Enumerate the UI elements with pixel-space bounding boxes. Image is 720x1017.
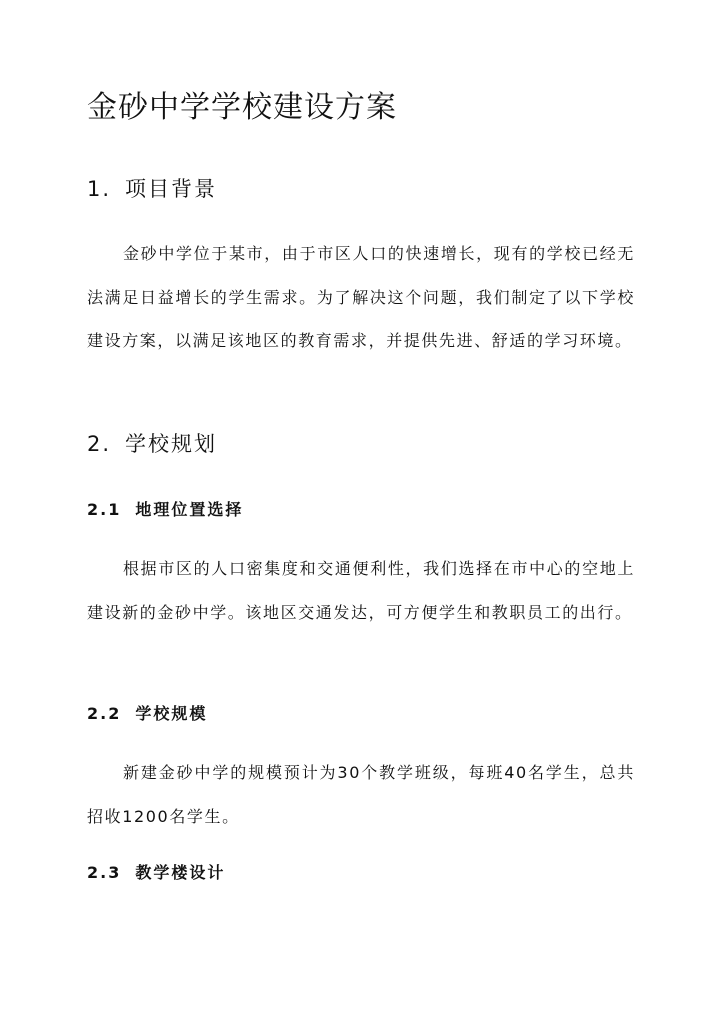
section-2-3-title: 教学楼设计: [135, 863, 226, 882]
section-2-2-number: 2.2: [87, 704, 122, 723]
section-1-heading: [87, 172, 217, 206]
section-2-3-heading: [87, 860, 225, 886]
section-2-1-heading: [87, 497, 243, 523]
section-2-2-paragraph: 新建金砂中学的规模预计为30个教学班级，每班40名学生，总共招收1200名学生。: [87, 763, 635, 826]
document-title: 金砂中学学校建设方案: [87, 90, 397, 125]
section-1-number: 1.: [87, 177, 112, 201]
section-2-2-heading: [87, 701, 207, 727]
section-1-title: 项目背景: [125, 177, 218, 201]
section-2-3-number: 2.3: [87, 863, 122, 882]
section-2-2-title: 学校规模: [135, 704, 208, 723]
section-1-paragraph: 金砂中学位于某市，由于市区人口的快速增长，现有的学校已经无法满足日益增长的学生需求。为了解决这个问题，我们制定了以下学校建设方案，以满足该地区的教育需求，并提供先进、舒适的学习环境。: [87, 244, 635, 350]
section-2-number: 2.: [87, 432, 112, 456]
section-2-1-title: 地理位置选择: [135, 500, 244, 519]
section-2-1-paragraph: 根据市区的人口密集度和交通便利性，我们选择在市中心的空地上建设新的金砂中学。该地区交通发达，可方便学生和教职员工的出行。: [87, 559, 635, 622]
section-2-title: 学校规划: [125, 432, 218, 456]
section-2-heading: [87, 427, 217, 461]
section-2-1-number: 2.1: [87, 500, 122, 519]
